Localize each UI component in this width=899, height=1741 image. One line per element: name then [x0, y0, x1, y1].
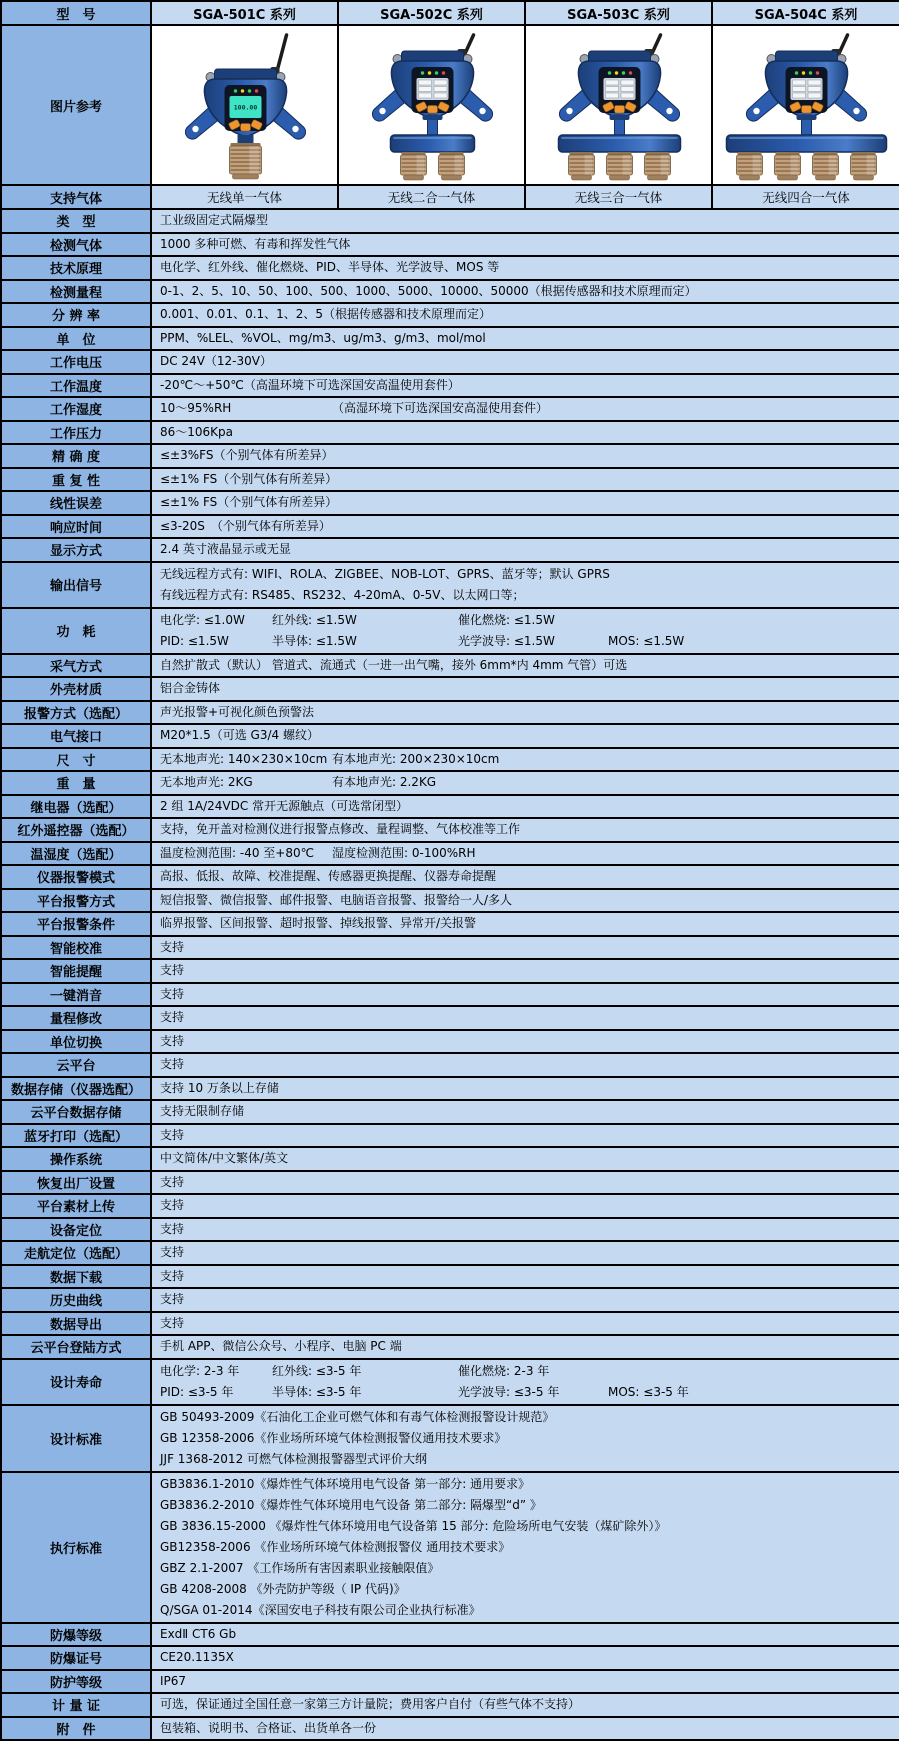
spec-row-label: 分 辨 率: [1, 303, 151, 327]
device-image-sga-502c: [338, 25, 525, 185]
spec-row-value: [151, 1312, 899, 1336]
spec-row-label: 功 耗: [1, 608, 151, 654]
spec-row-value: [151, 865, 899, 889]
spec-segment: MOS: ≤1.5W: [608, 633, 685, 648]
spec-row-value: [151, 1623, 899, 1647]
spec-row: [1, 1359, 899, 1405]
device-image-sga-504c: [712, 25, 899, 185]
spec-row-label: 云平台数据存储: [1, 1100, 151, 1124]
spec-row-label: 继电器（选配）: [1, 795, 151, 819]
spec-row-label: 防护等级: [1, 1670, 151, 1694]
spec-segment: 温度检测范围: -40 至+80℃: [160, 845, 315, 860]
model-name-sga-503c: SGA-503C 系列: [525, 1, 712, 25]
spec-line: 支持: [160, 1033, 185, 1048]
spec-row-label: 响应时间: [1, 515, 151, 539]
spec-row-value: [151, 350, 899, 374]
spec-row-value: [151, 280, 899, 304]
gas-type-3in1: 无线三合一气体: [525, 185, 712, 209]
spec-row-value: [151, 1124, 899, 1148]
spec-line: 包装箱、说明书、合格证、出货单各一份: [160, 1720, 377, 1735]
spec-line: 支持: [160, 986, 185, 1001]
image-row-label: 图片参考: [1, 25, 151, 185]
spec-row-value: [151, 1265, 899, 1289]
spec-segment: 无本地声光: 140×230×10cm: [160, 751, 328, 766]
spec-row-value: [151, 1030, 899, 1054]
spec-row-value: [151, 515, 899, 539]
spec-line: GB 4208-2008 《外壳防护等级（ IP 代码)》: [160, 1581, 406, 1596]
model-name-sga-501c: SGA-501C 系列: [151, 1, 338, 25]
spec-row-value: [151, 468, 899, 492]
spec-row-label: 操作系统: [1, 1147, 151, 1171]
spec-row: [1, 327, 899, 351]
spec-row: [1, 1265, 899, 1289]
spec-row: [1, 515, 899, 539]
spec-row: [1, 1077, 899, 1101]
spec-row-label: 重 复 性: [1, 468, 151, 492]
spec-row-label: 外壳材质: [1, 677, 151, 701]
spec-segment: 电化学: ≤1.0W: [160, 612, 245, 627]
spec-row-label: 平台报警条件: [1, 912, 151, 936]
spec-row: [1, 1335, 899, 1359]
spec-row-value: [151, 1693, 899, 1717]
spec-row: [1, 795, 899, 819]
spec-row: [1, 209, 899, 233]
spec-row: [1, 397, 899, 421]
spec-row-value: [151, 444, 899, 468]
spec-line: IP67: [160, 1673, 187, 1688]
spec-row-value: [151, 233, 899, 257]
spec-row-label: 智能校准: [1, 936, 151, 960]
spec-row: [1, 818, 899, 842]
spec-line: [160, 399, 897, 419]
spec-row-label: 电气接口: [1, 724, 151, 748]
spec-row-value: [151, 1100, 899, 1124]
spec-row-label: 工作压力: [1, 421, 151, 445]
spec-segment: 半导体: ≤3-5 年: [272, 1384, 362, 1399]
spec-row-label: 数据下载: [1, 1265, 151, 1289]
spec-row-value: [151, 256, 899, 280]
spec-line: GB 12358-2006《作业场所环境气体检测报警仪通用技术要求》: [160, 1430, 507, 1445]
spec-row: [1, 677, 899, 701]
spec-line: 高报、低报、故障、校准提醒、传感器更换提醒、仪器寿命提醒: [160, 869, 497, 883]
spec-line: 1000 多种可燃、有毒和挥发性气体: [160, 236, 351, 251]
spec-line: 支持，免开盖对检测仪进行报警点修改、量程调整、气体校准等工作: [160, 822, 521, 836]
spec-line: JJF 1368-2012 可燃气体检测报警器型式评价大纲: [160, 1451, 428, 1466]
spec-row-label: 走航定位（选配）: [1, 1241, 151, 1265]
spec-row-label: 尺 寸: [1, 748, 151, 772]
spec-row-label: 智能提醒: [1, 959, 151, 983]
spec-line: 有线远程方式有: RS485、RS232、4-20mA、0-5V、以太网口等；: [160, 587, 525, 602]
spec-row-label: 工作湿度: [1, 397, 151, 421]
spec-row-value: [151, 1147, 899, 1171]
spec-row-label: 数据导出: [1, 1312, 151, 1336]
spec-line: 中文简体/中文繁体/英文: [160, 1151, 289, 1165]
spec-row-value: [151, 936, 899, 960]
spec-row-value: [151, 1472, 899, 1623]
spec-line: Q/SGA 01-2014《深国安电子科技有限公司企业执行标准》: [160, 1602, 481, 1617]
spec-row: [1, 1006, 899, 1030]
spec-row: [1, 1646, 899, 1670]
image-row: [1, 25, 899, 185]
spec-line: GB12358-2006 《作业场所环境气体检测报警仪 通用技术要求》: [160, 1539, 511, 1554]
spec-line: ExdⅡ CT6 Gb: [160, 1626, 237, 1641]
spec-line: DC 24V（12-30V）: [160, 354, 272, 368]
spec-row: [1, 748, 899, 772]
gas-row-label: 支持气体: [1, 185, 151, 209]
spec-row: [1, 1472, 899, 1623]
spec-line: 短信报警、微信报警、邮件报警、电脑语音报警、报警给一人/多人: [160, 892, 513, 907]
spec-row-label: 平台报警方式: [1, 889, 151, 913]
spec-line: CE20.1135X: [160, 1650, 234, 1664]
spec-row: [1, 608, 899, 654]
spec-line: 支持: [160, 963, 185, 977]
spec-row-value: [151, 1006, 899, 1030]
spec-segment: MOS: ≤3-5 年: [608, 1384, 689, 1399]
spec-row-label: 采气方式: [1, 654, 151, 678]
spec-line: 支持: [160, 1245, 185, 1259]
spec-line: [160, 1361, 897, 1382]
spec-row-label: 计 量 证: [1, 1693, 151, 1717]
spec-row-label: 精 确 度: [1, 444, 151, 468]
spec-row-label: 输出信号: [1, 562, 151, 608]
model-name-sga-502c: SGA-502C 系列: [338, 1, 525, 25]
spec-line: 支持: [160, 1174, 185, 1189]
spec-segment: 光学波导: ≤1.5W: [458, 633, 555, 648]
spec-row-label: 报警方式（选配）: [1, 701, 151, 725]
spec-row-value: [151, 959, 899, 983]
spec-line: 0-1、2、5、10、50、100、500、1000、5000、10000、50000（根据传感器和技术原理而定）: [160, 283, 697, 298]
spec-row-value: [151, 538, 899, 562]
spec-row: [1, 350, 899, 374]
spec-row-label: 蓝牙打印（选配）: [1, 1124, 151, 1148]
spec-line: 临界报警、区间报警、超时报警、掉线报警、异常开/关报警: [160, 916, 477, 930]
spec-row: [1, 724, 899, 748]
spec-row-label: 防爆等级: [1, 1623, 151, 1647]
spec-line: 2.4 英寸液晶显示或无显: [160, 542, 291, 556]
spec-line: ≤±1% FS（个别气体有所差异）: [160, 471, 338, 486]
spec-row-value: [151, 701, 899, 725]
spec-line: 2 组 1A/24VDC 常开无源触点（可选常闭型）: [160, 798, 409, 813]
spec-line: GB3836.2-2010《爆炸性气体环境用电气设备 第二部分: 隔爆型“d” 》: [160, 1497, 542, 1512]
spec-row: [1, 701, 899, 725]
device-image-sga-501c: [151, 25, 338, 185]
spec-row: [1, 491, 899, 515]
spec-row: [1, 303, 899, 327]
spec-row-value: [151, 1405, 899, 1472]
spec-row-value: [151, 983, 899, 1007]
spec-line: 工业级固定式隔爆型: [160, 213, 269, 227]
spec-row-value: [151, 327, 899, 351]
device-image-sga-503c: [525, 25, 712, 185]
spec-row: [1, 889, 899, 913]
spec-row-value: [151, 842, 899, 866]
spec-row-label: 附 件: [1, 1717, 151, 1741]
spec-segment: 红外线: ≤3-5 年: [272, 1363, 362, 1378]
spec-row-label: 平台素材上传: [1, 1194, 151, 1218]
spec-row-value: [151, 303, 899, 327]
spec-row: [1, 959, 899, 983]
spec-row-value: [151, 1171, 899, 1195]
spec-row-value: [151, 1670, 899, 1694]
spec-line: 声光报警+可视化颜色预警法: [160, 704, 315, 719]
spec-line: PPM、%LEL、%VOL、mg/m3、ug/m3、g/m3、mol/mol: [160, 330, 486, 345]
spec-row-value: [151, 1241, 899, 1265]
spec-line: 支持: [160, 939, 185, 954]
spec-row: [1, 1147, 899, 1171]
spec-row-value: [151, 724, 899, 748]
spec-row-value: [151, 771, 899, 795]
spec-line: 铝合金铸体: [160, 681, 221, 695]
spec-row-label: 防爆证号: [1, 1646, 151, 1670]
spec-row-label: 恢复出厂设置: [1, 1171, 151, 1195]
spec-line: GB3836.1-2010《爆炸性气体环境用电气设备 第一部分: 通用要求》: [160, 1476, 531, 1491]
spec-row-value: [151, 209, 899, 233]
spec-segment: PID: ≤3-5 年: [160, 1384, 234, 1399]
spec-row-label: 设备定位: [1, 1218, 151, 1242]
spec-row: [1, 771, 899, 795]
spec-row-label: 显示方式: [1, 538, 151, 562]
spec-row-value: [151, 795, 899, 819]
spec-segment: 无本地声光: 2KG: [160, 775, 253, 789]
spec-row-value: [151, 1194, 899, 1218]
spec-row-value: [151, 1053, 899, 1077]
spec-row: [1, 280, 899, 304]
spec-segment: 有本地声光: 200×230×10cm: [332, 751, 500, 766]
spec-segment: 催化燃烧: ≤1.5W: [458, 612, 555, 627]
spec-line: 支持 10 万条以上存储: [160, 1080, 279, 1095]
spec-row: [1, 1218, 899, 1242]
spec-row: [1, 1100, 899, 1124]
spec-row: [1, 538, 899, 562]
spec-row: [1, 654, 899, 678]
spec-row-label: 工作电压: [1, 350, 151, 374]
spec-row: [1, 936, 899, 960]
spec-row: [1, 1030, 899, 1054]
gas-type-4in1: 无线四合一气体: [712, 185, 899, 209]
spec-row-label: 单位切换: [1, 1030, 151, 1054]
spec-row-label: 检测气体: [1, 233, 151, 257]
spec-line: 支持: [160, 1057, 185, 1071]
spec-line: ≤±1% FS（个别气体有所差异）: [160, 495, 338, 509]
spec-row-label: 工作温度: [1, 374, 151, 398]
spec-line: 0.001、0.01、0.1、1、2、5（根据传感器和技术原理而定）: [160, 307, 492, 321]
spec-row: [1, 256, 899, 280]
spec-line: 电化学、红外线、催化燃烧、PID、半导体、光学波导、MOS 等: [160, 260, 500, 274]
spec-row-value: [151, 748, 899, 772]
spec-line: [160, 1382, 897, 1403]
spec-row: [1, 421, 899, 445]
spec-row-label: 云平台: [1, 1053, 151, 1077]
spec-row-label: 单 位: [1, 327, 151, 351]
spec-line: 支持: [160, 1221, 185, 1236]
spec-row-label: 云平台登陆方式: [1, 1335, 151, 1359]
spec-line: 支持: [160, 1127, 185, 1142]
gas-type-2in1: 无线二合一气体: [338, 185, 525, 209]
spec-row-value: [151, 1646, 899, 1670]
spec-row-label: 检测量程: [1, 280, 151, 304]
svg-text:100.00: 100.00: [233, 103, 258, 112]
spec-row: [1, 1312, 899, 1336]
spec-segment: 催化燃烧: 2-3 年: [458, 1363, 550, 1378]
spec-row-value: [151, 1717, 899, 1741]
spec-row: [1, 1717, 899, 1741]
spec-row: [1, 233, 899, 257]
spec-row-label: 重 量: [1, 771, 151, 795]
spec-row-value: [151, 562, 899, 608]
spec-row-value: [151, 1077, 899, 1101]
spec-row-label: 类 型: [1, 209, 151, 233]
spec-row-label: 线性误差: [1, 491, 151, 515]
spec-row-value: [151, 491, 899, 515]
spec-row-value: [151, 1288, 899, 1312]
spec-line: ≤3-20S （个别气体有所差异）: [160, 518, 331, 533]
spec-segment: 有本地声光: 2.2KG: [332, 775, 437, 789]
spec-row: [1, 468, 899, 492]
spec-row: [1, 1194, 899, 1218]
spec-row-label: 设计标准: [1, 1405, 151, 1472]
spec-line: [160, 631, 897, 652]
spec-row: [1, 865, 899, 889]
spec-line: -20℃～+50℃（高温环境下可选深国安高温使用套件）: [160, 377, 460, 392]
spec-row-value: [151, 421, 899, 445]
spec-line: 支持: [160, 1268, 185, 1283]
spec-line: 支持: [160, 1198, 185, 1212]
spec-row-value: [151, 654, 899, 678]
spec-row-value: [151, 677, 899, 701]
spec-line: 支持: [160, 1010, 185, 1024]
spec-row-label: 量程修改: [1, 1006, 151, 1030]
spec-line: GBZ 2.1-2007 《工作场所有害因素职业接触限值》: [160, 1560, 440, 1575]
spec-row-label: 执行标准: [1, 1472, 151, 1623]
spec-row-value: [151, 1335, 899, 1359]
spec-line: M20*1.5（可选 G3/4 螺纹）: [160, 728, 319, 742]
spec-row-label: 技术原理: [1, 256, 151, 280]
spec-line: 无线远程方式有: WIFI、ROLA、ZIGBEE、NOB-LOT、GPRS、蓝牙等；默认 GPRS: [160, 566, 610, 581]
gas-type-single: 无线单一气体: [151, 185, 338, 209]
spec-row-label: 设计寿命: [1, 1359, 151, 1405]
spec-row: [1, 1670, 899, 1694]
spec-row: [1, 912, 899, 936]
spec-segment: 湿度检测范围: 0-100%RH: [332, 845, 476, 860]
spec-row: [1, 1405, 899, 1472]
spec-row-value: [151, 889, 899, 913]
spec-segment: 红外线: ≤1.5W: [272, 612, 357, 627]
spec-row-value: [151, 1218, 899, 1242]
spec-row: [1, 1623, 899, 1647]
model-name-sga-504c: SGA-504C 系列: [712, 1, 899, 25]
spec-line: 自然扩散式（默认） 管道式、流通式（一进一出气嘴，接外 6mm*内 4mm 气管）可选: [160, 657, 628, 672]
spec-row-value: [151, 912, 899, 936]
spec-row-label: 仪器报警模式: [1, 865, 151, 889]
spec-line: [160, 750, 897, 770]
spec-line: GB 50493-2009《石油化工企业可燃气体和有毒气体检测报警设计规范》: [160, 1409, 555, 1424]
spec-row-label: 一键消音: [1, 983, 151, 1007]
spec-row: [1, 1288, 899, 1312]
spec-line: 可选，保证通过全国任意一家第三方计量院；费用客户自付（有些气体不支持）: [160, 1697, 581, 1711]
spec-row-value: [151, 1359, 899, 1405]
spec-row-value: [151, 818, 899, 842]
spec-segment: （高湿环境下可选深国安高湿使用套件）: [332, 401, 549, 415]
spec-line: 86～106Kpa: [160, 424, 234, 439]
spec-line: 支持: [160, 1315, 185, 1330]
spec-row: [1, 374, 899, 398]
spec-row: [1, 1241, 899, 1265]
spec-row: [1, 1693, 899, 1717]
spec-row: [1, 562, 899, 608]
spec-line: 支持无限制存储: [160, 1104, 245, 1118]
model-header-row: [1, 1, 899, 25]
spec-row: [1, 1171, 899, 1195]
spec-row-value: [151, 608, 899, 654]
spec-row: [1, 1124, 899, 1148]
spec-row-label: 历史曲线: [1, 1288, 151, 1312]
spec-line: 支持: [160, 1292, 185, 1306]
spec-row-label: 红外遥控器（选配）: [1, 818, 151, 842]
spec-line: GB 3836.15-2000 《爆炸性气体环境用电气设备第 15 部分: 危险场所电气安装（煤矿除外）》: [160, 1518, 667, 1533]
spec-segment: 半导体: ≤1.5W: [272, 633, 357, 648]
spec-line: [160, 844, 897, 864]
spec-segment: 10～95%RH: [160, 401, 232, 415]
spec-row: [1, 842, 899, 866]
spec-line: 手机 APP、微信公众号、小程序、电脑 PC 端: [160, 1339, 402, 1353]
spec-row-label: 温湿度（选配）: [1, 842, 151, 866]
spec-row-value: [151, 397, 899, 421]
spec-row: [1, 1053, 899, 1077]
spec-segment: 电化学: 2-3 年: [160, 1363, 240, 1378]
spec-segment: 光学波导: ≤3-5 年: [458, 1384, 560, 1399]
spec-line: [160, 610, 897, 631]
spec-row: [1, 444, 899, 468]
spec-line: ≤±3%FS（个别气体有所差异）: [160, 448, 334, 462]
spec-row: [1, 983, 899, 1007]
spec-line: [160, 773, 897, 793]
model-header-label: 型 号: [1, 1, 151, 25]
spec-row-value: [151, 374, 899, 398]
spec-row-label: 数据存储（仪器选配）: [1, 1077, 151, 1101]
gas-support-row: [1, 185, 899, 209]
spec-segment: PID: ≤1.5W: [160, 633, 229, 648]
